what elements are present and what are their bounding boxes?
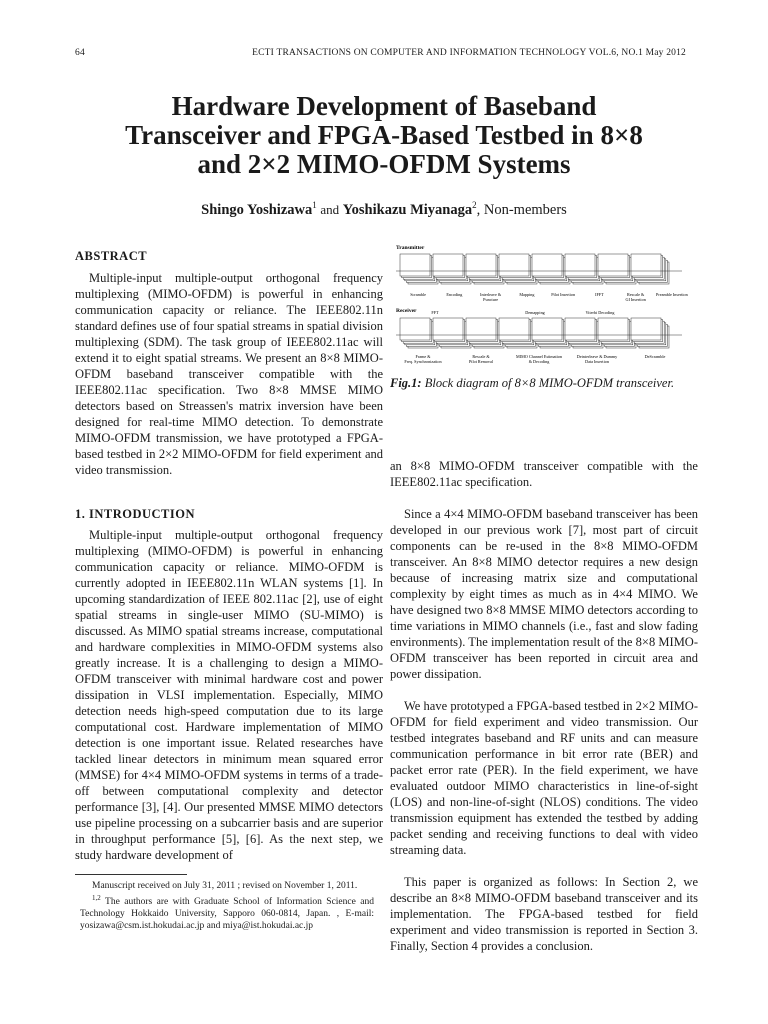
author-2-affil: 2 [472, 200, 477, 210]
receiver-block [565, 318, 595, 340]
footnote-affiliation: The authors are with Graduate School of Information Science and Technology Hokkaido University, Sapporo 060-0814, Japan. , E-mail: yosizawa@csm.ist.hokudai.ac.jp and miya@ist.hokudai.ac.jp [80, 897, 374, 932]
right-column-body [390, 458, 698, 954]
transmitter-label: Transmitter [396, 245, 425, 251]
receiver-block-label: Deinterleave & Dummy Data Insertion [576, 354, 618, 364]
paragraph-previous-work: Since a 4×4 MIMO-OFDM baseband transceiver has been developed in our previous work [7], most part of circuit components can be re-used in the 8×8 MIMO-OFDM transceiver. An 8×8 MIMO detector requires a new design because of increasing matrix size and computational complexity by eight times as much as in 4×4 MIMO. We have designed two 8×8 MMSE MIMO detectors according to time variations in MIMO channels (i.e., fast and slow fading environments). The implementation result of the 8×8 MIMO-OFDM transceiver has been reported in circuit area and power dissipation. [390, 507, 698, 681]
receiver-block-label: Rescale & Pilot Removal [468, 354, 494, 364]
transmitter-block-label: Rescale & GI Insertion [625, 292, 646, 302]
transmitter-block-label: Scramble [410, 292, 427, 297]
transmitter-block-stack [396, 254, 682, 284]
transmitter-block [499, 254, 529, 276]
journal-header: ECTI TRANSACTIONS ON COMPUTER AND INFORMATION TECHNOLOGY VOL.6, NO.1 May 2012 [252, 48, 686, 58]
receiver-block-label: MIMO Channel Estimation & Decoding [515, 354, 563, 364]
receiver-block-stack [396, 318, 682, 348]
introduction-text: Multiple-input multiple-output orthogonal frequency multiplexing (MIMO-OFDM) is powerful in enhancing communication capacity or reliance. MIMO-OFDM is currently adopted in IEEE802.11n WLAN systems [1]. In upcoming standardization of IEEE 802.11ac [2], use of eight spatial streams in single-user MIMO (SU-MIMO) is discussed. As MIMO spatial streams increase, computational and hardware complexities in MIMO-OFDM systems also greatly increase. It is a challenging to design a MIMO-OFDM transceiver with minimal hardware cost and power dissipation in VLSI implementation. Especially, MIMO detection needs high-speed computation due to its large computational cost. Hardware implementation of MIMO detection is one important issue. Related researches have tackled linear detectors in minimum mean squared error (MMSE) for 4×4 MIMO-OFDM systems in terms of a trade-off between computational complexity and detector performance [3], [4]. Our presented MMSE MIMO detectors use pipeline processing on a subcarrier basis and are superior in throughput performance [5], [6]. As the next step, we study hardware development of [75, 528, 383, 862]
receiver-block-label: Frame & Freq. Synchronization [404, 354, 442, 364]
receiver-top-label: Demapping [525, 310, 545, 315]
title-line-3: and 2×2 MIMO-OFDM Systems [197, 149, 571, 179]
receiver-block [631, 318, 661, 340]
receiver-block [433, 318, 463, 340]
author-2: Yoshikazu Miyanaga [342, 201, 473, 218]
receiver-block [400, 318, 430, 340]
transmitter-block-label: IFFT [595, 292, 604, 297]
caption-text: Block diagram of 8×8 MIMO-OFDM transceiver. [424, 376, 675, 390]
introduction-body [75, 527, 383, 863]
author-line [60, 200, 708, 219]
footnote-sup: 1,2 [92, 894, 101, 902]
caption-label: Fig.1: [390, 376, 422, 390]
transmitter-block [400, 254, 430, 276]
block-diagram-figure [390, 240, 700, 370]
transmitter-block [598, 254, 628, 276]
title-line-1: Hardware Development of Baseband [171, 91, 597, 121]
footnote [80, 880, 374, 932]
introduction-heading: 1. INTRODUCTION [75, 507, 196, 521]
footnote-rule [75, 874, 187, 875]
abstract-heading: ABSTRACT [75, 249, 148, 263]
author-conj: and [320, 201, 340, 217]
receiver-block-label: DeScramble [644, 354, 666, 359]
abstract-text: Multiple-input multiple-output orthogonal frequency multiplexing (MIMO-OFDM) is powerful in enhancing communication capacity or reliance. The IEEE802.11n standard defines use of four spatial streams in spatial division multiplexing (SDM). The task group of IEEE802.11ac will extend it to eight spatial streams. We present an 8×8 MIMO-OFDM baseband transceiver compatible with the IEEE802.11ac specification. Two 8×8 MMSE MIMO detectors based on Streassen's matrix inversion have been designed for real-time MIMO detection. To demonstrate MIMO-OFDM transmission, we have prototyped a FPGA-based testbed in 2×2 MIMO-OFDM for field experiment and video transmission. [75, 271, 383, 477]
abstract-body [75, 270, 383, 478]
figure-caption [390, 375, 698, 391]
transmitter-block-label: Preamble Insertion [656, 292, 688, 297]
intro-continued: an 8×8 MIMO-OFDM transceiver compatible with the IEEE802.11ac specification. [390, 459, 698, 489]
transmitter-block-label: Mapping [519, 292, 535, 297]
receiver-label: Receiver [396, 308, 417, 314]
author-1-affil: 1 [312, 200, 317, 210]
paragraph-testbed: We have prototyped a FPGA-based testbed in 2×2 MIMO-OFDM for field experiment and video transmission. Our testbed integrates baseband and RF units and can measure communication performance in bit error rate (BER) and packet error rate (PER). In the field experiment, we have evaluated outdoor MIMO characteristics in line-of-sight (LOS) and non-line-of-sight (NLOS) conditions. The video transmission equipment has extended the testbed by adding packet sending and receiving functions to deal with video streaming data. [390, 699, 698, 857]
title-line-2: Transceiver and FPGA-Based Testbed in 8×8 [125, 120, 643, 150]
transmitter-block [631, 254, 661, 276]
transmitter-block [433, 254, 463, 276]
receiver-block [532, 318, 562, 340]
receiver-top-label: Viterbi Decoding [585, 310, 615, 315]
author-membership: , Non-members [476, 201, 567, 218]
transmitter-block-label: Encoding [446, 292, 463, 297]
page-number: 64 [75, 48, 85, 58]
receiver-block [499, 318, 529, 340]
author-1: Shingo Yoshizawa [201, 201, 313, 218]
transmitter-block [565, 254, 595, 276]
receiver-top-label: FFT [431, 310, 439, 315]
transmitter-block-labels [410, 292, 688, 302]
receiver-block [598, 318, 628, 340]
transmitter-block [466, 254, 496, 276]
transmitter-block-label: Interleave & Puncture [480, 292, 502, 302]
transmitter-block [532, 254, 562, 276]
paragraph-organization: This paper is organized as follows: In Section 2, we describe an 8×8 MIMO-OFDM baseband transceiver and its implementation. The FPGA-based testbed for field experiment and video transmission is reported in Section 3. Finally, Section 4 provides a conclusion. [390, 875, 698, 953]
paper-title [60, 92, 708, 179]
transmitter-block-label: Pilot Insertion [551, 292, 576, 297]
receiver-block [466, 318, 496, 340]
footnote-received: Manuscript received on July 31, 2011 ; revised on November 1, 2011. [92, 881, 358, 891]
block-diagram [390, 240, 700, 370]
